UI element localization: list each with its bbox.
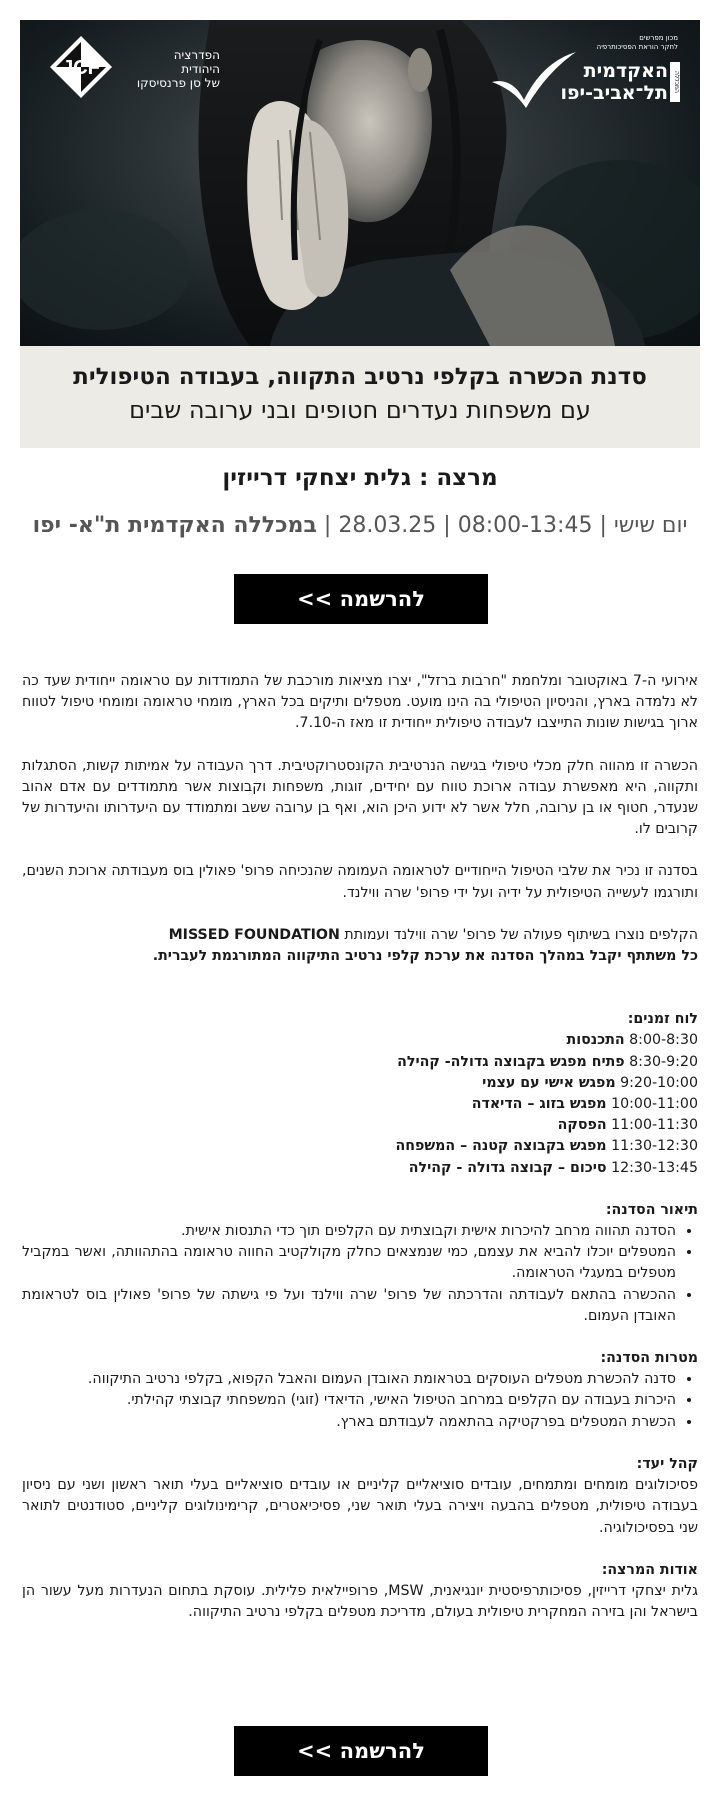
description-list	[22, 1221, 698, 1327]
event-time: 08:00-13:45	[457, 513, 593, 538]
schedule-item: 10:00-11:00 מפגש בזוג – הדיאדה	[471, 1096, 698, 1113]
register-button-bottom[interactable]: להרשמה >>	[234, 1726, 488, 1776]
schedule-heading: לוח זמנים:	[627, 1011, 698, 1028]
schedule-item: 8:00-8:30 התכנסות	[566, 1032, 698, 1049]
hero-image	[20, 20, 700, 346]
jcf-logo-text: הפדרציה היהודית של סן פרנסיסקו	[136, 48, 220, 90]
list-item: • סדנה להכשרת מטפלים העוסקים בטראומת האובדן העמום והאבל הקפוא, בקלפי נרטיב התיקווה.	[22, 1369, 676, 1390]
event-venue: במכללה האקדמית ת"א- יפו	[32, 513, 317, 538]
list-item: • היכרות בעבודה עם הקלפים במרחב הטיפול האישי, הדיאדי (זוגי) המשפחתי קבוצתי קהילתי.	[22, 1390, 676, 1411]
jcf-logo-mark	[50, 36, 112, 98]
academy-small-text: מכון מפרשים לחקר הוראת הפסיכותרפיה	[596, 34, 678, 51]
speaker-line: מרצה : גלית יצחקי דרייזין	[222, 465, 498, 491]
schedule-item: 11:00-11:30 הפסקה	[557, 1117, 698, 1134]
article-body	[22, 671, 698, 1623]
audience-heading: קהל יעד:	[636, 1455, 698, 1472]
cards-credit: הקלפים נוצרו בשיתוף פעולה של פרופ' שרה ווילנד ועמותת MISSED FOUNDATION	[168, 926, 698, 943]
register-button-top[interactable]: להרשמה >>	[234, 574, 488, 624]
list-item: • ההכשרה בהתאם לעבודתה והדרכתה של פרופ' שרה ווילנד ועל פי גישתה של פרופ' פאולין בוס לטראומת האובדן העמום.	[22, 1285, 676, 1327]
about-text: גלית יצחקי דרייזין, פסיכותרפיסטית יונגיאנית, MSW, פרופיילאית פלילית. עוסקת בתחום הנעדרות מעל עשור הן בישראל והן בזירה המחקרית טיפולית בעולם, מדריכת מטפלים בקלפי נרטיב התיקווה.	[22, 1582, 698, 1621]
paragraph-stages: בסדנה זו נכיר את שלבי הטיפול הייחודיים לטראומה העמומה שהנכיחה פרופ' פאולין בוס מעבודתה ארוכת השנים, ותורגמו לעשייה הטיפולית על ידיה ועל ידי פרופ' שרה ווילנד.	[22, 863, 698, 901]
goals-heading: מטרות הסדנה:	[600, 1350, 698, 1367]
schedule-item: 9:20-10:00 מפגש אישי עם עצמי	[482, 1074, 698, 1091]
event-day: יום שישי	[613, 513, 688, 538]
event-date: 28.03.25	[338, 513, 437, 538]
academy-city: תל־אביב-יפו	[560, 82, 668, 104]
schedule-item: 11:30-12:30 מפגש בקבוצה קטנה – המשפחה	[395, 1138, 698, 1155]
missed-foundation: MISSED FOUNDATION	[168, 926, 340, 943]
schedule-list	[22, 1030, 698, 1178]
academy-vertical-label: המכללה	[670, 62, 680, 102]
jcf-letters: JCF	[62, 57, 100, 79]
goals-list	[22, 1369, 698, 1433]
academy-logo	[488, 34, 678, 114]
paragraph-method: הכשרה זו מהווה חלק מכלי טיפולי בגישה הנרטיבית הקונסטרוקטיבית. דרך העבודה על אמיתות קשות, הסתגלות ותקווה, היא מאפשרת עבודה ארוכת טווח עם יחידים, זוגות, משפחות וקבוצות אשר מתמודדים עם אדם אהוב שנעדר, חטוף או בן ערובה, חלל אשר לא ידוע היכן הוא, ואף בן ערובה ששב ומתמודד עם היעדרותו והיעדרות של קרובים לו.	[22, 757, 698, 838]
title-band	[20, 346, 700, 448]
audience-text: פסיכולוגים מומחים ומתמחים, עובדים סוציאליים קליניים או עובדים סוציאליים בעלי תואר ראשון ושני עם ניסיון בעבודה טיפולית, מטפלים בהבעה ויצירה בעלי תואר שני, פסיכיאטרים, קרימינולוגים קליניים, סטודנטים לתואר שני בפסיכולוגיה.	[22, 1477, 698, 1536]
list-item: • המטפלים יוכלו להביא את עצמם, כמי שנמצאים כחלק מקולקטיב החווה טראומה בהתהוותה, ואשר במקביל מטפלים במעגלי הטראומה.	[22, 1242, 676, 1284]
paragraph-intro: אירועי ה-7 באוקטובר ומלחמת "חרבות ברזל", יצרו מציאות מורכבת של התמודדות עם טראומה ייחודית שעד כה לא נלמדה בארץ, והניסיון הטיפולי בה הינו מועט. מטפלים ותיקים בכל הארץ, מומחי טראומה ומומחי טיפול לטווח ארוך בגישות שונות התייצבו לעבודה טיפולית ייחודית זו מאז ה-7.10.	[22, 673, 699, 732]
page-title: סדנת הכשרה בקלפי נרטיב התקווה, בעבודה הטיפולית	[73, 364, 647, 390]
description-heading: תיאור הסדנה:	[605, 1201, 698, 1218]
list-item: • הכשרת המטפלים בפרקטיקה בהתאמה לעבודתם בארץ.	[22, 1412, 676, 1433]
academy-name: האקדמית	[583, 60, 668, 82]
schedule-item: 8:30-9:20 פתיח מפגש בקבוצה גדולה- קהילה	[397, 1053, 698, 1070]
schedule-item: 12:30-13:45 סיכום – קבוצה גדולה - קהילה	[408, 1159, 698, 1176]
jcf-logo	[50, 36, 220, 116]
event-details: יום שישי | 28.03.25 | 08:00-13:45 | במכללה האקדמית ת"א- יפו	[32, 513, 688, 538]
list-item: • הסדנה תהווה מרחב להיכרות אישית וקבוצתית עם הקלפים תוך כדי התנסות אישית.	[22, 1221, 676, 1242]
cards-gift-note: כל משתתף יקבל במהלך הסדנה את ערכת קלפי נרטיב התיקווה המתורגמת לעברית.	[152, 948, 698, 965]
about-heading: אודות המרצה:	[601, 1561, 698, 1578]
page-subtitle: עם משפחות נעדרים חטופים ובני ערובה שבים	[129, 396, 591, 424]
